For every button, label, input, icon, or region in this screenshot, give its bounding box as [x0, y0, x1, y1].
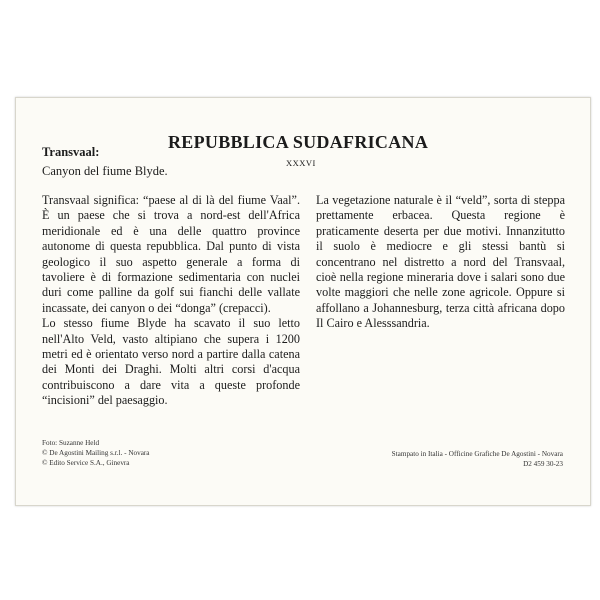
paragraph: La vegetazione naturale è il “veld”, sorta di steppa prettamente erbacea. Questa regione è praticamente deserta per due motivi. Innanzitutto il suolo è mediocre e gli stessi bantù si concentrano nel distretto a nord del Transvaal, cioè nella regione mineraria dove i salari sono due volte maggiori che nelle zone agricole. Oppure si affollano a Johannesburg, terza città africana dopo Il Cairo e Alesssandria.: [316, 193, 565, 331]
photo-credit: Foto: Suzanne Held: [42, 439, 100, 447]
paragraph: Lo stesso fiume Blyde ha scavato il suo letto nell'Alto Veld, vasto altipiano che supera i 1200 metri ed è orientato verso nord a partire dalla catena dei Monti dei Draghi. Molti altri corsi d'acqua contribuiscono a dare vita a queste profonde “incisioni” del paesaggio.: [42, 316, 300, 408]
credits-block: [42, 438, 149, 468]
series-number: XXXVI: [286, 158, 316, 168]
printer-line: Stampato in Italia - Officine Grafiche De Agostini - Novara: [391, 450, 563, 458]
copyright-line: © De Agostini Mailing s.r.l. - Novara: [42, 449, 150, 457]
paragraph: Transvaal significa: “paese al di là del fiume Vaal”. È un paese che si trova a nord-est dell'Africa meridionale ed è una delle quattro province autonome di questa repubblica. Dal punto di vista geologico il suo aspetto generale a forma di tavoliere è di formazione sedimentaria con nuclei duri come palline da golf sui fianchi delle vallate incassate, dei canyon o dei “donga” (crepacci).: [42, 193, 300, 315]
card-title: REPUBBLICA SUDAFRICANA: [168, 132, 429, 152]
text-column-right: [316, 193, 565, 332]
card-subtitle: Canyon del fiume Blyde.: [42, 164, 168, 178]
postcard-back: [15, 97, 591, 506]
print-info: [364, 449, 563, 469]
copyright-line: © Edito Service S.A., Ginevra: [42, 459, 130, 467]
product-code: D2 459 30-23: [523, 460, 563, 468]
region-label: Transvaal:: [42, 145, 100, 159]
text-column-left: [42, 193, 300, 409]
